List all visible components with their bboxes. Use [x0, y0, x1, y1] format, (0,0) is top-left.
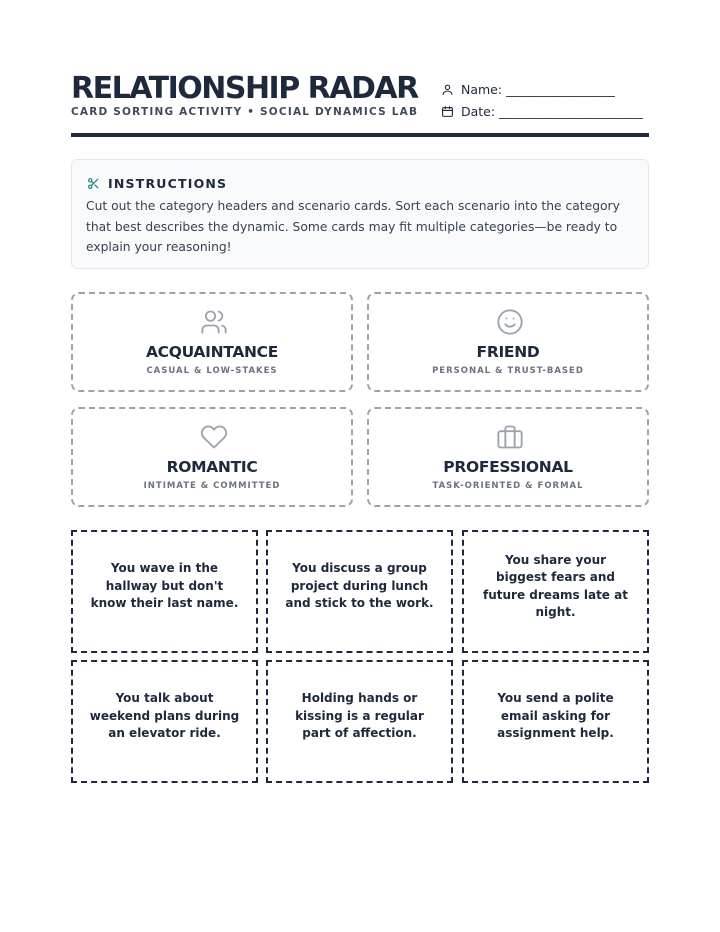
category-subtitle: PERSONAL & TRUST-BASED	[432, 366, 584, 376]
scenario-card[interactable]	[266, 660, 453, 783]
name-label: Name:	[461, 81, 503, 97]
date-line: _________________________	[499, 103, 643, 119]
scenario-text: Holding hands or kissing is a regular part of affection.	[295, 691, 424, 741]
category-name: PROFESSIONAL	[443, 458, 573, 476]
user-icon	[441, 83, 454, 96]
category-professional[interactable]	[367, 407, 649, 507]
date-field[interactable]	[441, 100, 651, 122]
scenario-card[interactable]	[71, 530, 258, 653]
category-subtitle: TASK-ORIENTED & FORMAL	[432, 481, 584, 491]
category-name: ACQUAINTANCE	[145, 343, 279, 361]
scenario-text: You share your biggest fears and future dreams late at night.	[483, 552, 628, 619]
users-icon	[200, 308, 228, 336]
smile-icon	[496, 308, 524, 336]
briefcase-icon	[496, 423, 524, 451]
header-divider	[71, 133, 649, 137]
category-friend[interactable]	[367, 292, 649, 392]
category-romantic[interactable]	[71, 407, 353, 507]
category-subtitle: INTIMATE & COMMITTED	[143, 481, 281, 491]
scenario-card[interactable]	[462, 530, 649, 653]
worksheet-page	[71, 0, 649, 932]
scenario-text: You wave in the hallway but don't know their last name.	[90, 561, 239, 611]
student-fields	[441, 78, 651, 122]
name-line: ___________________	[506, 81, 616, 97]
page-subtitle: CARD SORTING ACTIVITY • SOCIAL DYNAMICS LAB	[71, 106, 419, 118]
scissors-icon	[87, 177, 100, 190]
calendar-icon	[441, 105, 454, 118]
scenario-text: You send a polite email asking for assignment help.	[497, 691, 614, 741]
name-field[interactable]	[441, 78, 651, 100]
instructions-title: INSTRUCTIONS	[108, 176, 228, 191]
scenario-text: You talk about weekend plans during an elevator ride.	[89, 691, 240, 741]
scenario-card[interactable]	[266, 530, 453, 653]
header	[71, 70, 649, 132]
scenario-card[interactable]	[462, 660, 649, 783]
instructions-text: Cut out the category headers and scenario cards. Sort each scenario into the category that best describes the dynamic. Some cards may fit multiple categories—be ready to explain your reasoning!	[86, 199, 620, 254]
category-name: ROMANTIC	[166, 458, 258, 476]
instructions-box	[71, 159, 649, 269]
scenario-text: You discuss a group project during lunch and stick to the work.	[285, 561, 434, 611]
heart-icon	[200, 423, 228, 451]
category-acquaintance[interactable]	[71, 292, 353, 392]
category-subtitle: CASUAL & LOW-STAKES	[146, 366, 278, 376]
scenario-card[interactable]	[71, 660, 258, 783]
instructions-header	[87, 176, 227, 191]
date-label: Date:	[461, 103, 496, 119]
category-name: FRIEND	[476, 343, 540, 361]
page-title: RELATIONSHIP RADAR	[71, 71, 418, 106]
